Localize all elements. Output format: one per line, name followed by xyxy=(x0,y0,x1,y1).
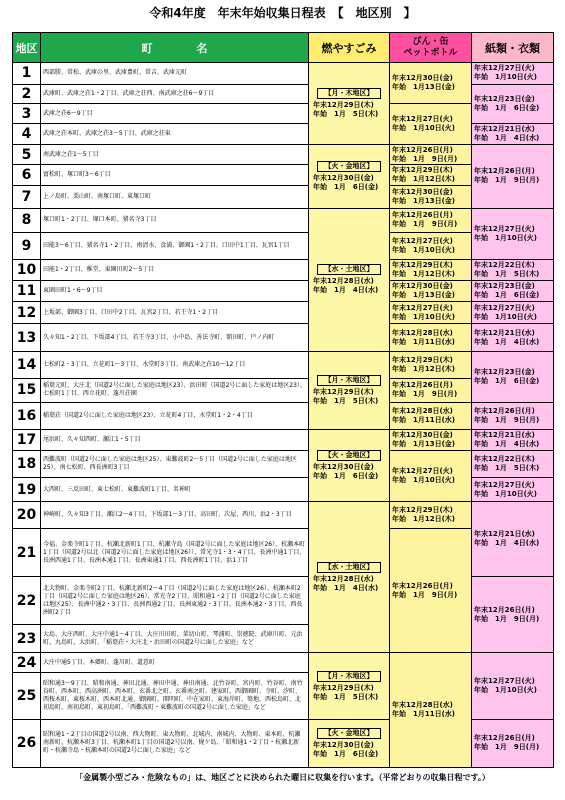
schedule-line: 年始 1月 4日(水) xyxy=(313,286,379,295)
schedule-line: 年始 1月 9日(月) xyxy=(474,416,540,425)
schedule-line: 年始 1月12日(木) xyxy=(392,175,456,184)
schedule-line: 年始 1月12日(木) xyxy=(392,515,456,524)
town-names: 大庄中通5丁目、本郷町、蓬川町、道意町 xyxy=(41,653,309,673)
schedule-line: 年始 1月13日(金) xyxy=(392,197,456,206)
schedule-line: 年末12月21日(水) xyxy=(474,124,535,133)
schedule-line: 年末12月23日(金) xyxy=(474,94,535,103)
burnable-schedule xyxy=(309,502,390,653)
schedule-line: 年始 1月11日(水) xyxy=(392,710,456,719)
schedule-line: 年末12月29日(木) xyxy=(313,100,374,109)
town-names: 塚口町1・2丁目、塚口本町、猪名寺3丁目 xyxy=(41,208,309,232)
schedule-line: 年末12月29日(木) xyxy=(392,166,453,175)
burnable-schedule xyxy=(309,430,390,502)
town-names: 今福、金楽寺町1丁目、杭瀬北新町1丁目、杭瀬寺島（国道2号に面した家庭は地区26）、杭瀬本町1丁目（国道2号以北（国道2号に面した家庭は地区26））、常光寺1・3・4丁目、長洲中通1丁目、長洲西通1丁目、長洲本通1丁目、長洲東通1丁目、西長洲町1丁目、浜1丁目 xyxy=(41,529,309,577)
district-number: 10 xyxy=(13,260,41,281)
schedule-line: 年始 1月10日(火) xyxy=(392,475,456,484)
collection-days: 【水・土地区】 xyxy=(317,264,381,275)
schedule-line: 年始 1月 5日(木) xyxy=(313,109,379,118)
bottle-schedule xyxy=(390,502,472,529)
footer-note: 「金属製小型ごみ・危険なもの」は、地区ごとに決められた曜日に収集を行います。（平常どおりの収集日程です。） xyxy=(75,773,490,782)
schedule-line: 年末12月29日(木) xyxy=(313,683,374,692)
town-names: 神崎町、久々知3丁目、瀬江2～4丁目、下坂部1～3丁目、高田町、次屋、西川、浜2・3丁目 xyxy=(41,502,309,529)
bottle-schedule xyxy=(390,280,472,301)
schedule-line: 年始 1月 5日(木) xyxy=(313,396,379,405)
schedule-line: 年始 1月10日(火) xyxy=(392,124,456,133)
district-number: 19 xyxy=(13,478,41,502)
district-row xyxy=(13,351,554,378)
district-number: 26 xyxy=(13,719,41,767)
schedule-line: 年始 1月 6日(金) xyxy=(313,182,379,191)
schedule-line: 年末12月27日(火) xyxy=(392,303,453,312)
schedule-line: 年始 1月10日(火) xyxy=(474,489,538,498)
district-row xyxy=(13,577,554,625)
schedule-line: 年末12月29日(木) xyxy=(392,261,453,270)
burnable-schedule xyxy=(309,208,390,351)
district-row xyxy=(13,719,554,767)
bottle-schedule xyxy=(390,529,472,653)
district-number: 6 xyxy=(13,165,41,186)
schedule-line: 年始 1月 9日(月) xyxy=(392,590,458,599)
district-number: 7 xyxy=(13,186,41,209)
schedule-line: 年末12月27日(火) xyxy=(474,64,535,73)
schedule-line: 年末12月30日(金) xyxy=(313,173,374,182)
district-number: 17 xyxy=(13,430,41,451)
town-names: 富松町、塚口町3～6丁目 xyxy=(41,165,309,186)
district-number: 2 xyxy=(13,84,41,104)
district-row xyxy=(13,450,554,477)
district-number: 8 xyxy=(13,208,41,232)
schedule-line: 年末12月27日(火) xyxy=(474,480,535,489)
bottle-schedule xyxy=(390,324,472,351)
schedule-line: 年始 1月 9日(月) xyxy=(392,390,458,399)
schedule-line: 年末12月27日(火) xyxy=(474,303,535,312)
header-paper-clothing: 紙類・衣類 xyxy=(472,33,554,63)
paper-schedule xyxy=(472,351,554,402)
schedule-body xyxy=(13,63,554,768)
district-number: 11 xyxy=(13,280,41,301)
schedule-line: 年末12月21日(水) xyxy=(474,530,535,539)
town-names: 久々知1・2丁目、下坂部4丁目、若王寺3丁目、小中島、善法寺町、額田町、戸ノ内町 xyxy=(41,324,309,351)
district-row xyxy=(13,84,554,104)
schedule-line: 年末12月22日(木) xyxy=(474,454,535,463)
town-names: 西部勝、常松、武庫の里、武庫豊町、常吉、武庫元町 xyxy=(41,63,309,85)
schedule-line: 年始 1月 6日(金) xyxy=(474,290,540,299)
town-names: 田能3～6丁目、猪名寺1・2丁目、南清水、食満、御園1・2丁目、口田中1丁目、瓦宮1丁目 xyxy=(41,232,309,259)
header-district: 地区 xyxy=(13,33,41,63)
bottle-schedule xyxy=(390,208,472,232)
schedule-line: 年始 1月 6日(金) xyxy=(474,103,540,112)
collection-days: 【火・金地区】 xyxy=(317,728,381,739)
town-names: 上ノ島町、栗山町、南塚口町、東塚口町 xyxy=(41,186,309,209)
schedule-line: 年始 1月 6日(金) xyxy=(474,376,540,385)
town-names: 七松町2・3丁目、立花町1～3丁目、水堂町3丁目、南武庫之荘10～12丁目 xyxy=(41,351,309,378)
district-number: 3 xyxy=(13,104,41,124)
paper-schedule xyxy=(472,577,554,653)
collection-days: 【水・土地区】 xyxy=(317,562,381,573)
paper-schedule xyxy=(472,84,554,123)
district-number: 5 xyxy=(13,144,41,165)
collection-days: 【火・金地区】 xyxy=(317,161,381,172)
paper-schedule xyxy=(472,719,554,767)
paper-schedule xyxy=(472,430,554,451)
schedule-line: 年始 1月10日(火) xyxy=(392,312,456,321)
paper-schedule xyxy=(472,260,554,281)
schedule-line: 年始 1月13日(金) xyxy=(392,439,456,448)
district-number: 9 xyxy=(13,232,41,259)
town-names: 尾浜町、久々知西町、瀬江1・5丁目 xyxy=(41,430,309,451)
schedule-line: 年始 1月 4日(水) xyxy=(474,439,540,448)
paper-schedule xyxy=(472,402,554,429)
burnable-schedule xyxy=(309,144,390,208)
schedule-line: 年始 1月 9日(月) xyxy=(392,220,458,229)
schedule-line: 年末12月30日(金) xyxy=(313,463,374,472)
schedule-line: 年末12月26日(月) xyxy=(474,167,535,176)
town-names: 上坂部、御園3丁目、口田中2丁目、瓦宮2丁目、若王寺1・2丁目 xyxy=(41,301,309,324)
paper-schedule xyxy=(472,653,554,719)
schedule-line: 年始 1月 9日(月) xyxy=(474,614,540,623)
district-row xyxy=(13,144,554,165)
paper-schedule xyxy=(472,144,554,208)
burnable-schedule xyxy=(309,653,390,719)
paper-schedule xyxy=(472,63,554,85)
schedule-table xyxy=(12,32,554,768)
paper-schedule xyxy=(472,301,554,324)
bottle-schedule xyxy=(390,301,472,324)
schedule-line: 年末12月21日(水) xyxy=(474,328,535,337)
paper-schedule xyxy=(472,324,554,351)
town-names: 北大物町、金楽寺町2丁目、杭瀬北新町2～4丁目（国道2号に面した家庭は地区26）、杭瀬本町2丁目（国道2号に面した家庭は地区26）、常光寺2丁目、昭和通1・2丁目（国道2号に面した家庭は地区25）、長洲中通2・3丁目、長洲西通2丁目、長洲東通2・3丁目、長洲本通2・3丁目、西長洲町2丁目 xyxy=(41,577,309,625)
schedule-line: 年末12月29日(木) xyxy=(392,355,453,364)
schedule-line: 年始 1月10日(火) xyxy=(392,246,456,255)
bottle-schedule xyxy=(390,402,472,429)
district-number: 20 xyxy=(13,502,41,529)
schedule-line: 年末12月26日(月) xyxy=(474,605,535,614)
bottle-schedule xyxy=(390,450,472,501)
town-names: 稲葉元町、大庄北（国道2号に面した家庭は地区23）、浜田町（国道2号に面した家庭は地区23）、七松町1丁目、西立花町、蓬川荘園 xyxy=(41,378,309,402)
schedule-line: 年始 1月13日(金) xyxy=(392,290,456,299)
collection-days: 【月・木地区】 xyxy=(317,375,381,386)
page-title: 令和4年度 年末年始収集日程表 【 地区別 】 xyxy=(149,6,416,20)
schedule-line: 年末12月26日(月) xyxy=(392,145,453,154)
town-names: 大島、大庄西町、大庄中通1～4丁目、大庄川田町、菜切山町、琴浦町、崇徳院、武庫川町、元浜町、丸島町、大浜町、「稲葉荘・大庄北・浜田町の国道2号に面した家庭」など xyxy=(41,625,309,653)
paper-schedule xyxy=(472,124,554,145)
town-names: 昭和通1・2丁目の国道2号以南、西大物町、東大物町、北城内、南城内、大物町、東本町、杭瀬南新町、杭瀬本町3丁目、杭瀬本町1丁目の国道2号以南、梶ケ島、「昭和通1・2丁目・杭瀬北新町・杭瀬寺島・杭瀬本町の国道2号に面した家庭」など xyxy=(41,719,309,767)
header-row xyxy=(13,33,554,63)
schedule-line: 年始 1月13日(金) xyxy=(392,83,456,92)
burnable-schedule xyxy=(309,719,390,767)
district-number: 25 xyxy=(13,673,41,720)
district-row xyxy=(13,430,554,451)
town-names: 稲葉荘（国道2号に面した家庭は地区23）、立花町4丁目、水堂町1・2・4丁目 xyxy=(41,402,309,429)
district-row xyxy=(13,653,554,673)
header-burnable: 燃やすごみ xyxy=(309,33,390,63)
collection-days: 【火・金地区】 xyxy=(317,450,381,461)
schedule-line: 年始 1月10日(火) xyxy=(474,234,538,243)
district-number: 1 xyxy=(13,63,41,85)
district-number: 15 xyxy=(13,378,41,402)
bottle-schedule xyxy=(390,378,472,402)
schedule-line: 年末12月26日(月) xyxy=(392,211,453,220)
town-names: 武庫之荘本町、武庫之荘3～5丁目、武庫之荘東 xyxy=(41,124,309,145)
schedule-line: 年末12月23日(金) xyxy=(474,281,535,290)
bottle-schedule xyxy=(390,104,472,144)
schedule-line: 年始 1月 6日(金) xyxy=(313,749,379,758)
district-number: 21 xyxy=(13,529,41,577)
bottle-schedule xyxy=(390,430,472,451)
paper-schedule xyxy=(472,208,554,259)
district-number: 18 xyxy=(13,450,41,477)
schedule-line: 年始 1月 9日(月) xyxy=(392,154,458,163)
district-number: 23 xyxy=(13,625,41,653)
schedule-line: 年始 1月10日(火) xyxy=(474,686,538,695)
schedule-line: 年始 1月 5日(木) xyxy=(474,463,540,472)
district-row xyxy=(13,280,554,301)
schedule-line: 年末12月30日(金) xyxy=(392,74,453,83)
paper-schedule xyxy=(472,502,554,577)
schedule-line: 年始 1月 5日(木) xyxy=(313,692,379,701)
schedule-line: 年末12月26日(月) xyxy=(474,734,535,743)
schedule-line: 年末12月29日(木) xyxy=(313,387,374,396)
district-row xyxy=(13,260,554,281)
schedule-line: 年始 1月12日(木) xyxy=(392,270,456,279)
schedule-line: 年始 1月 5日(木) xyxy=(474,270,540,279)
schedule-line: 年末12月28日(水) xyxy=(313,277,374,286)
bottle-schedule xyxy=(390,260,472,281)
collection-days: 【月・木地区】 xyxy=(317,88,381,99)
bottle-schedule xyxy=(390,165,472,186)
schedule-line: 年末12月26日(月) xyxy=(474,407,535,416)
bottle-schedule xyxy=(390,144,472,165)
schedule-line: 年末12月30日(金) xyxy=(313,740,374,749)
district-row xyxy=(13,324,554,351)
schedule-line: 年末12月27日(火) xyxy=(474,677,535,686)
schedule-line: 年末12月21日(水) xyxy=(474,430,535,439)
schedule-line: 年始 1月11日(水) xyxy=(392,416,456,425)
schedule-line: 年末12月27日(火) xyxy=(392,115,453,124)
schedule-line: 年末12月28日(水) xyxy=(392,328,453,337)
schedule-line: 年末12月30日(金) xyxy=(392,281,453,290)
town-names: 田能1・2丁目、稚堂、東園田町2～5丁目 xyxy=(41,260,309,281)
schedule-line: 年末12月27日(火) xyxy=(392,466,453,475)
district-row xyxy=(13,402,554,429)
schedule-line: 年始 1月 9日(月) xyxy=(474,176,540,185)
schedule-line: 年末12月23日(金) xyxy=(474,367,535,376)
schedule-line: 年末12月27日(火) xyxy=(392,237,453,246)
schedule-line: 年始 1月 9日(月) xyxy=(474,743,540,752)
paper-schedule xyxy=(472,280,554,301)
collection-days: 【月・木地区】 xyxy=(317,671,381,682)
town-names: 武庫之荘6～9丁目 xyxy=(41,104,309,124)
paper-schedule xyxy=(472,450,554,477)
district-number: 14 xyxy=(13,351,41,378)
schedule-line: 年始 1月 4日(水) xyxy=(313,583,379,592)
town-names: 南武庫之荘1～5丁目 xyxy=(41,144,309,165)
district-number: 4 xyxy=(13,124,41,145)
header-town: 町 名 xyxy=(41,33,309,63)
schedule-line: 年始 1月10日(火) xyxy=(474,312,538,321)
schedule-line: 年末12月28日(水) xyxy=(392,407,453,416)
schedule-line: 年末12月28日(水) xyxy=(313,574,374,583)
district-number: 16 xyxy=(13,402,41,429)
schedule-line: 年始 1月 4日(水) xyxy=(474,539,540,548)
town-names: 西難波町（国道2号に面した家庭は地区25）、東難波町2～5丁目（国道2号に面した家庭は地区25）、南七松町、西長洲町3丁目 xyxy=(41,450,309,477)
bottle-schedule xyxy=(390,351,472,378)
schedule-line: 年末12月29日(木) xyxy=(392,506,453,515)
schedule-line: 年末12月26日(月) xyxy=(392,381,453,390)
schedule-line: 年末12月27日(火) xyxy=(474,225,535,234)
bottle-schedule xyxy=(390,186,472,209)
header-bottles-cans: びん・缶 ペットボトル xyxy=(390,33,472,63)
schedule-line: 年末12月26日(月) xyxy=(392,581,453,590)
paper-schedule xyxy=(472,478,554,502)
town-names: 大西町、三反田町、東七松町、東難波町1丁目、名神町 xyxy=(41,478,309,502)
burnable-schedule xyxy=(309,351,390,429)
schedule-line: 年末12月28日(水) xyxy=(392,701,453,710)
bottle-schedule xyxy=(390,232,472,259)
district-row xyxy=(13,478,554,502)
district-number: 24 xyxy=(13,653,41,673)
town-names: 昭和通3～9丁目、昭和南通、神田北通、神田中通、神田南通、北竹谷町、宮内町、竹谷町、南竹谷町、西本町、西高洲町、西本町、玄番北之町、玄番南之町、建家町、西御園町、寺町、汐町、西桜木町、東桜木町、西本町北通、御園町、開明町、中在家町、東海岸町、築地、西松島町、北初島町、南初島町、東初島町、「西難波町・東難波町の国道2号に面した家庭」など xyxy=(41,673,309,720)
bottle-schedule xyxy=(390,63,472,104)
town-names: 武庫町、武庫之荘1・2丁目、武庫之荘西、南武庫之荘6～9丁目 xyxy=(41,84,309,104)
schedule-line: 年末12月22日(木) xyxy=(474,261,535,270)
town-names: 東園田町1・6～9丁目 xyxy=(41,280,309,301)
district-number: 13 xyxy=(13,324,41,351)
burnable-schedule xyxy=(309,63,390,145)
district-row xyxy=(13,301,554,324)
district-row xyxy=(13,502,554,529)
schedule-line: 年末12月30日(金) xyxy=(392,430,453,439)
schedule-line: 年始 1月 4日(水) xyxy=(474,133,540,142)
schedule-line: 年始 1月10日(火) xyxy=(474,73,538,82)
district-number: 22 xyxy=(13,577,41,625)
bottle-schedule xyxy=(390,653,472,768)
schedule-line: 年始 1月11日(水) xyxy=(392,337,456,346)
schedule-line: 年末12月30日(金) xyxy=(392,188,453,197)
district-row xyxy=(13,208,554,232)
district-row xyxy=(13,124,554,145)
schedule-line: 年始 1月12日(木) xyxy=(392,364,456,373)
district-number: 12 xyxy=(13,301,41,324)
district-row xyxy=(13,63,554,85)
schedule-line: 年始 1月 6日(金) xyxy=(313,472,379,481)
schedule-line: 年始 1月 4日(水) xyxy=(474,337,540,346)
